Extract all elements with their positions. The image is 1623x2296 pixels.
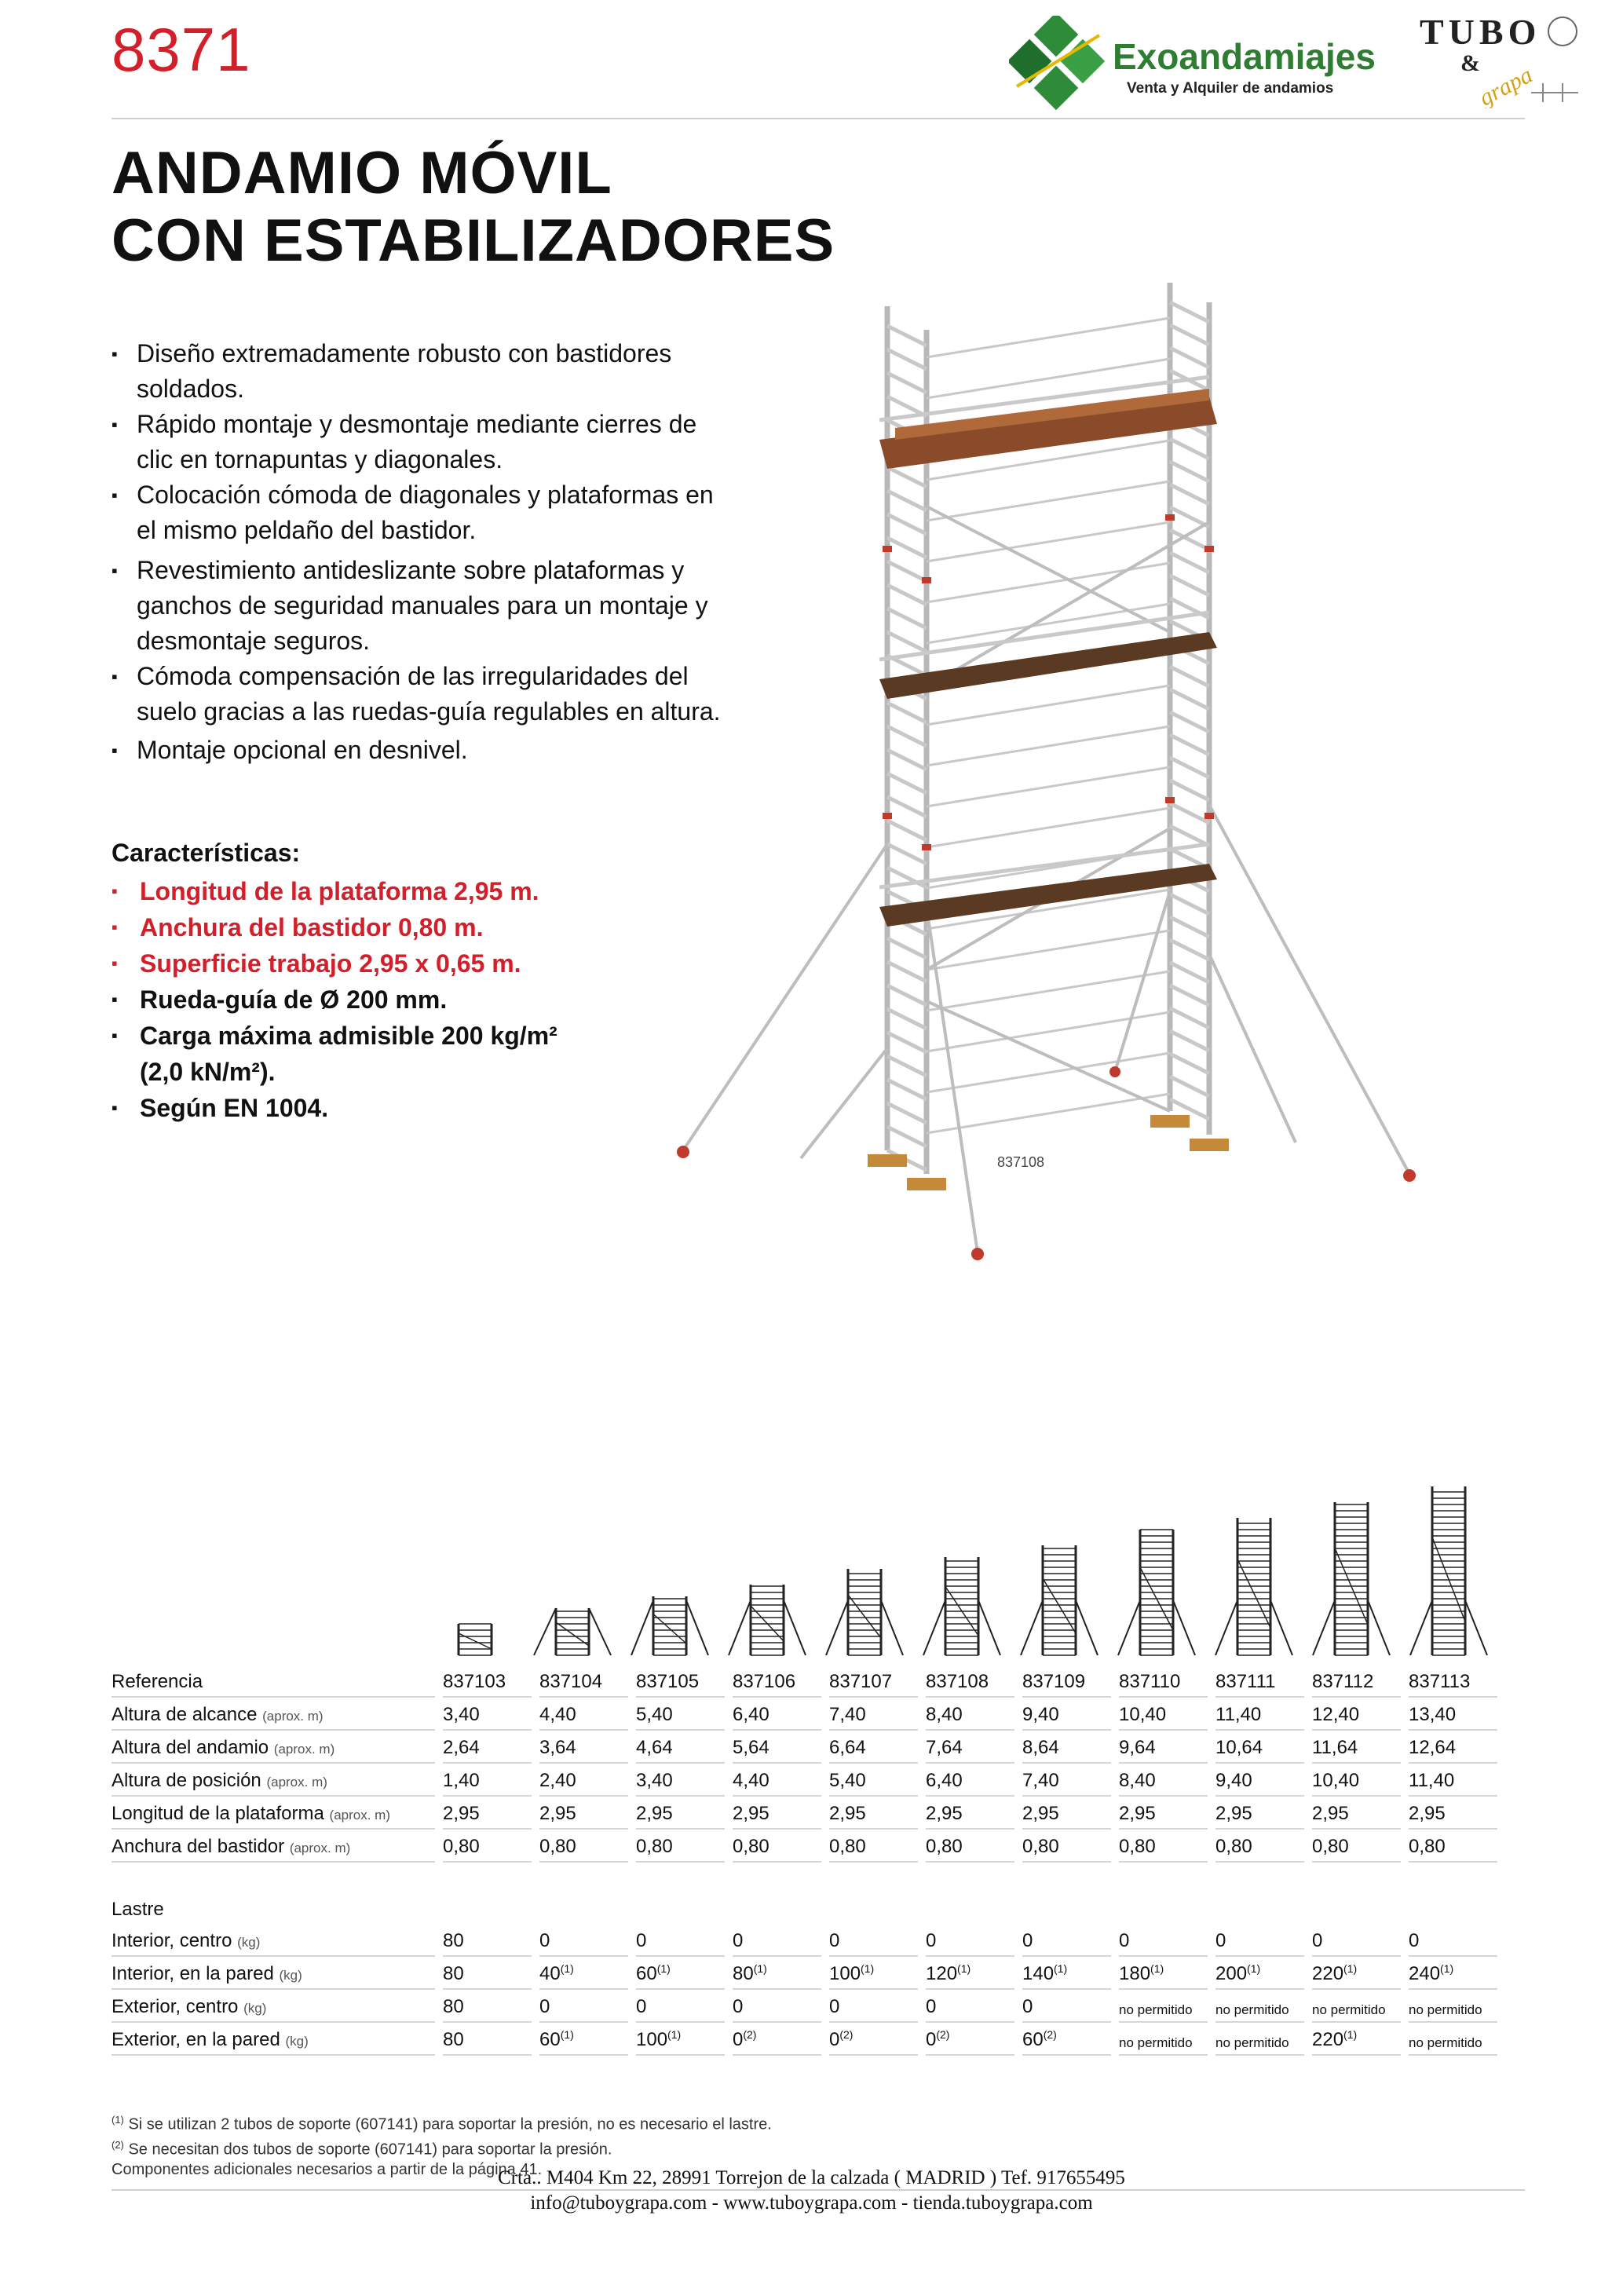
frame-rung	[887, 1056, 927, 1076]
feature-item: ▪ Rápido montaje y desmontaje mediante cierres de clic en tornapuntas y diagonales.	[111, 407, 740, 477]
table-cell: 100$^{(1)}$	[829, 1957, 918, 1990]
title-line-1: ANDAMIO MÓVIL	[111, 140, 612, 207]
table-cell: 60$^{(1)}$	[539, 2023, 628, 2056]
table-cell: 240$^{(1)}$	[1409, 1957, 1497, 1990]
table-cell: 11,40	[1409, 1764, 1497, 1797]
table-cell: 2,95	[926, 1797, 1014, 1830]
table-cell: 6,64	[829, 1731, 918, 1764]
table-cell: 0	[733, 1990, 821, 2023]
table-cell: 4,64	[636, 1731, 725, 1764]
frame-rung	[1170, 484, 1209, 504]
table-cell: 60$^{(2)}$	[1022, 2023, 1111, 2056]
frame-rung	[1170, 553, 1209, 572]
frame-rung	[887, 373, 927, 393]
table-cell: 0	[1022, 1990, 1111, 2023]
image-reference: 837108	[997, 1154, 1045, 1170]
frame-rung	[887, 1009, 927, 1029]
table-spacer	[111, 1863, 1497, 1892]
scaffold-thumbnail	[631, 1596, 708, 1655]
footer-contact: info@tuboygrapa.com - www.tuboygrapa.com - tienda.tuboygrapa.com	[530, 2192, 1093, 2214]
side-brace	[927, 1094, 1170, 1133]
table-cell: no permitido	[1312, 1990, 1401, 2023]
table-cell: 9,64	[1119, 1731, 1208, 1764]
table-cell: 837104	[539, 1665, 628, 1698]
table-cell: 0,80	[926, 1830, 1014, 1863]
table-cell: 0,80	[1312, 1830, 1401, 1863]
footnote-3: Componentes adicionales necesarios a partir de la página 41.	[111, 2161, 543, 2179]
table-cell: 5,64	[733, 1731, 821, 1764]
feature-item: ▪ Colocación cómoda de diagonales y plataformas en el mismo peldaño del bastidor.	[111, 477, 740, 548]
table-cell: 2,95	[539, 1797, 628, 1830]
table-cell: 10,64	[1215, 1731, 1304, 1764]
row-label: Anchura del bastidor (aprox. m)	[111, 1830, 435, 1863]
side-brace	[927, 522, 1170, 561]
table-cell: no permitido	[1119, 1990, 1208, 2023]
scaffold-thumbnail	[826, 1569, 903, 1655]
scaffold-thumbnail	[729, 1585, 806, 1655]
table-cell: 0	[1312, 1924, 1401, 1957]
frame-rung	[1170, 917, 1209, 937]
frame-rung	[1170, 689, 1209, 709]
table-cell: no permitido	[1215, 2023, 1304, 2056]
table-cell: no permitido	[1119, 2023, 1208, 2056]
table-cell: 4,40	[733, 1764, 821, 1797]
table-cell: 0,80	[1022, 1830, 1111, 1863]
frame-rung	[887, 821, 927, 840]
table-cell: 0,80	[733, 1830, 821, 1863]
side-brace	[927, 686, 1170, 725]
frame-rung	[887, 750, 927, 770]
table-row	[111, 1924, 1497, 1957]
row-label: Exterior, centro (kg)	[111, 1990, 435, 2023]
scaffold-size-thumbnails	[440, 1461, 1539, 1665]
table-cell: 140$^{(1)}$	[1022, 1957, 1111, 1990]
table-cell: 837112	[1312, 1665, 1401, 1698]
table-cell: 2,95	[733, 1797, 821, 1830]
logo-tubo: TUBO	[1420, 12, 1541, 52]
frame-rung	[1170, 1031, 1209, 1051]
table-cell: 0	[926, 1924, 1014, 1957]
row-label: Altura de alcance (aprox. m)	[111, 1698, 435, 1731]
table-cell: 0,80	[1119, 1830, 1208, 1863]
table-cell: 837110	[1119, 1665, 1208, 1698]
side-brace	[927, 726, 1170, 766]
frame-rung	[1170, 462, 1209, 481]
table-cell: 200$^{(1)}$	[1215, 1957, 1304, 1990]
table-cell: 10,40	[1312, 1764, 1401, 1797]
frame-rung	[887, 491, 927, 510]
table-cell: 7,40	[1022, 1764, 1111, 1797]
table-cell: 0	[1215, 1924, 1304, 1957]
table-cell: 2,95	[1022, 1797, 1111, 1830]
scaffold-thumbnail	[923, 1557, 1000, 1655]
frame-rung	[1170, 963, 1209, 982]
table-cell: 0	[539, 1990, 628, 2023]
frame-rung	[1170, 1008, 1209, 1028]
table-cell: 0	[1409, 1924, 1497, 1957]
frame-rung	[887, 632, 927, 652]
table-cell: 11,64	[1312, 1731, 1401, 1764]
table-cell: 3,64	[539, 1731, 628, 1764]
table-cell: 0,80	[636, 1830, 725, 1863]
frame-rung	[1170, 781, 1209, 800]
table-cell: 2,95	[1215, 1797, 1304, 1830]
frame-rung	[887, 962, 927, 982]
table-cell: 80	[443, 1924, 532, 1957]
lastre-heading-row	[111, 1892, 1497, 1924]
side-brace	[927, 808, 1170, 847]
characteristic-item: ▪ Rueda-guía de Ø 200 mm.	[111, 982, 740, 1018]
table-cell: no permitido	[1215, 1990, 1304, 2023]
frame-rung	[887, 585, 927, 605]
frame-rung	[1170, 439, 1209, 459]
logo-grapa: grapa	[1475, 61, 1537, 108]
table-cell: 3,40	[443, 1698, 532, 1731]
table-cell: 6,40	[733, 1698, 821, 1731]
table-cell: 0	[1022, 1924, 1111, 1957]
side-brace	[927, 359, 1170, 398]
frame-rung	[887, 561, 927, 581]
table-cell: 40$^{(1)}$	[539, 1957, 628, 1990]
product-code: 8371	[111, 15, 251, 84]
table-cell: 9,40	[1215, 1764, 1304, 1797]
table-cell: 0$^{(2)}$	[829, 2023, 918, 2056]
feature-item: ▪ Cómoda compensación de las irregularidades del suelo gracias a las ruedas-guía regulables en altura.	[111, 659, 740, 729]
frame-rung	[887, 326, 927, 345]
table-cell: 60$^{(1)}$	[636, 1957, 725, 1990]
frame-rung	[887, 726, 927, 746]
table-row	[111, 1698, 1497, 1731]
table-cell: 4,40	[539, 1698, 628, 1731]
table-cell: 837103	[443, 1665, 532, 1698]
frame-rung	[1170, 1077, 1209, 1096]
scaffold-thumbnail	[459, 1624, 492, 1655]
scaffold-thumbnail	[1410, 1486, 1487, 1655]
frame-rung	[1170, 667, 1209, 686]
row-label: Longitud de la plataforma (aprox. m)	[111, 1797, 435, 1830]
table-row	[111, 1764, 1497, 1797]
frame-rung	[887, 1103, 927, 1123]
table-cell: 80	[443, 1990, 532, 2023]
table-cell: 0$^{(2)}$	[733, 2023, 821, 2056]
feature-list	[111, 336, 740, 768]
table-cell: 837109	[1022, 1665, 1111, 1698]
table-cell: no permitido	[1409, 2023, 1497, 2056]
table-row	[111, 1830, 1497, 1863]
table-cell: 13,40	[1409, 1698, 1497, 1731]
table-row	[111, 1665, 1497, 1698]
table-cell: 0,80	[1215, 1830, 1304, 1863]
header-divider	[111, 118, 1525, 119]
characteristic-item: ▪ Carga máxima admisible 200 kg/m² (2,0 kN/m²).	[111, 1018, 579, 1090]
footer-address: Crta.. M404 Km 22, 28991 Torrejon de la calzada ( MADRID ) Tef. 917655495	[498, 2167, 1125, 2188]
frame-rung	[1170, 325, 1209, 345]
table-cell: 837106	[733, 1665, 821, 1698]
row-label: Exterior, en la pared (kg)	[111, 2023, 435, 2056]
table-cell: 80	[443, 1957, 532, 1990]
table-cell: 9,40	[1022, 1698, 1111, 1731]
table-cell: 10,40	[1119, 1698, 1208, 1731]
table-cell: 180$^{(1)}$	[1119, 1957, 1208, 1990]
table-cell: 5,40	[829, 1764, 918, 1797]
table-cell: 12,40	[1312, 1698, 1401, 1731]
row-label: Referencia	[111, 1665, 435, 1698]
table-cell: 2,95	[636, 1797, 725, 1830]
table-cell: 2,95	[1409, 1797, 1497, 1830]
frame-rung	[887, 514, 927, 534]
frame-rung	[887, 538, 927, 558]
table-cell: 80$^{(1)}$	[733, 1957, 821, 1990]
frame-rung	[887, 797, 927, 817]
table-cell: 2,95	[1312, 1797, 1401, 1830]
side-brace	[927, 318, 1170, 357]
side-brace	[927, 971, 1170, 1011]
frame-rung	[1170, 1054, 1209, 1073]
frame-rung	[1170, 826, 1209, 846]
frame-rung	[887, 985, 927, 1005]
scaffold-thumbnail	[1215, 1518, 1292, 1655]
exoandamiajes-logo	[1009, 16, 1402, 110]
lastre-title: Lastre	[111, 1899, 164, 1920]
table-cell: 7,40	[829, 1698, 918, 1731]
table-cell: 8,40	[1119, 1764, 1208, 1797]
table-cell: 8,64	[1022, 1731, 1111, 1764]
scaffold-thumbnail	[1313, 1502, 1390, 1655]
logo-tagline: Venta y Alquiler de andamios	[1127, 80, 1334, 97]
table-cell: 0	[829, 1990, 918, 2023]
footnote-1: $^{(1)}$ Si se utilizan 2 tubos de soporte (607141) para soportar la presión, no es necesario el lastre.	[111, 2114, 772, 2133]
table-cell: 0	[636, 1924, 725, 1957]
table-row	[111, 1731, 1497, 1764]
table-cell: 0	[733, 1924, 821, 1957]
frame-rung	[887, 773, 927, 793]
frame-rung	[1170, 302, 1209, 322]
frame-rung	[887, 349, 927, 369]
side-brace	[927, 481, 1170, 521]
table-cell: 0	[636, 1990, 725, 2023]
table-cell: 2,95	[1119, 1797, 1208, 1830]
frame-rung	[887, 1080, 927, 1099]
table-cell: 837111	[1215, 1665, 1304, 1698]
frame-rung	[887, 1033, 927, 1052]
feature-item: ▪ Diseño extremadamente robusto con bastidores soldados.	[111, 336, 740, 407]
scaffold-thumbnail	[1118, 1530, 1195, 1655]
table-cell: 837105	[636, 1665, 725, 1698]
characteristic-item: ▪ Longitud de la plataforma 2,95 m.	[111, 873, 740, 909]
side-brace	[927, 767, 1170, 806]
row-label: Interior, centro (kg)	[111, 1924, 435, 1957]
scaffold-thumbnail	[534, 1608, 611, 1655]
characteristics-list	[111, 873, 740, 1126]
frame-rung	[1170, 803, 1209, 823]
table-cell: 0	[829, 1924, 918, 1957]
table-cell: 7,64	[926, 1731, 1014, 1764]
frame-rung	[887, 844, 927, 864]
characteristic-item: ▪ Superficie trabajo 2,95 x 0,65 m.	[111, 945, 740, 982]
frame-rung	[887, 467, 927, 487]
table-cell: 0,80	[1409, 1830, 1497, 1863]
scaffold-illustration	[667, 263, 1453, 1276]
frame-rung	[1170, 348, 1209, 367]
row-label: Altura del andamio (aprox. m)	[111, 1731, 435, 1764]
characteristics-title: Características:	[111, 839, 301, 867]
logo-name: Exoandamiajes	[1113, 36, 1376, 77]
table-cell: 0	[926, 1990, 1014, 2023]
table-cell: 0,80	[829, 1830, 918, 1863]
table-cell: 837108	[926, 1665, 1014, 1698]
table-cell: 0$^{(2)}$	[926, 2023, 1014, 2056]
table-cell: 80	[443, 2023, 532, 2056]
table-row	[111, 1797, 1497, 1830]
side-brace	[927, 1053, 1170, 1092]
table-cell: 2,40	[539, 1764, 628, 1797]
table-cell: 220$^{(1)}$	[1312, 1957, 1401, 1990]
table-cell: 3,40	[636, 1764, 725, 1797]
footnote-2: $^{(2)}$ Se necesitan dos tubos de soporte (607141) para soportar la presión.	[111, 2138, 612, 2159]
table-cell: 0	[1119, 1924, 1208, 1957]
table-cell: 120$^{(1)}$	[926, 1957, 1014, 1990]
tubo-grapa-logo	[1413, 6, 1586, 108]
page-title	[111, 140, 835, 275]
table-cell: 1,40	[443, 1764, 532, 1797]
table-cell: 11,40	[1215, 1698, 1304, 1731]
table-row	[111, 1957, 1497, 1990]
frame-rung	[1170, 940, 1209, 960]
table-cell: 8,40	[926, 1698, 1014, 1731]
table-cell: 0,80	[443, 1830, 532, 1863]
frame-rung	[887, 938, 927, 958]
row-label: Interior, en la pared (kg)	[111, 1957, 435, 1990]
table-cell: 12,64	[1409, 1731, 1497, 1764]
frame-rung	[887, 609, 927, 628]
table-cell: 220$^{(1)}$	[1312, 2023, 1401, 2056]
title-line-2: CON ESTABILIZADORES	[111, 207, 835, 274]
table-cell: 837107	[829, 1665, 918, 1698]
frame-rung	[887, 1127, 927, 1146]
table-cell: 837113	[1409, 1665, 1497, 1698]
logo-amp: &	[1460, 50, 1480, 76]
row-label: Altura de posición (aprox. m)	[111, 1764, 435, 1797]
feature-item: ▪ Montaje opcional en desnivel.	[111, 733, 740, 768]
frame-rung	[1170, 712, 1209, 732]
table-row	[111, 2023, 1497, 2056]
table-cell: 2,64	[443, 1731, 532, 1764]
specification-table	[104, 1665, 1505, 2056]
frame-rung	[1170, 576, 1209, 595]
table-cell: 5,40	[636, 1698, 725, 1731]
table-cell: no permitido	[1409, 1990, 1497, 2023]
scaffold-thumbnail	[1021, 1545, 1098, 1655]
frame-rung	[1170, 735, 1209, 755]
characteristic-item: ▪ Según EN 1004.	[111, 1090, 740, 1126]
feature-item: ▪ Revestimiento antideslizante sobre plataformas y ganchos de seguridad manuales para un montaje y desmontaje seguros.	[111, 553, 740, 659]
footer-divider	[111, 2189, 1525, 2191]
table-cell: 2,95	[443, 1797, 532, 1830]
table-cell: 0,80	[539, 1830, 628, 1863]
frame-rung	[1170, 985, 1209, 1005]
frame-rung	[887, 703, 927, 722]
table-cell: 2,95	[829, 1797, 918, 1830]
characteristic-item: ▪ Anchura del bastidor 0,80 m.	[111, 909, 740, 945]
table-cell: 6,40	[926, 1764, 1014, 1797]
table-row	[111, 1990, 1497, 2023]
table-cell: 0	[539, 1924, 628, 1957]
frame-rung	[1170, 758, 1209, 777]
table-cell: 100$^{(1)}$	[636, 2023, 725, 2056]
frame-rung	[1170, 894, 1209, 914]
